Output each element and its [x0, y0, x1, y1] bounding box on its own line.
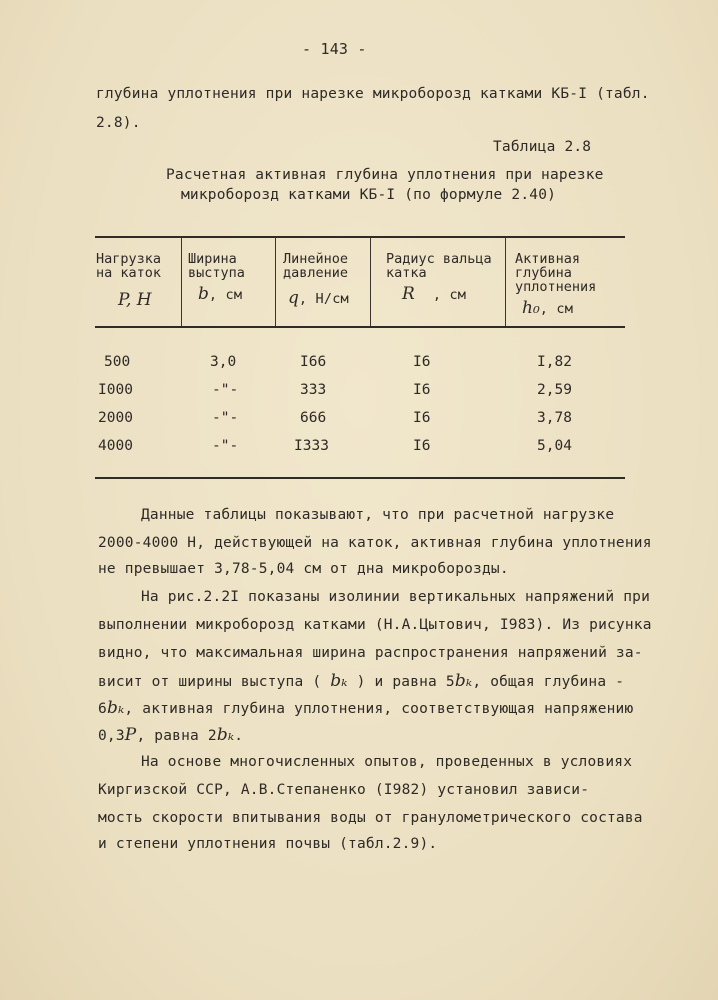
header-radius: [386, 252, 492, 280]
header-load: [96, 252, 161, 280]
header-load-line-2: на каток: [96, 265, 162, 281]
header-pressure-unit: , Н/см: [298, 291, 349, 307]
cell-r2-c3: I6: [413, 410, 431, 426]
col-divider-4: [505, 237, 506, 326]
cell-r0-c1: 3,0: [210, 354, 237, 370]
p2-bk-symbol-1: bₖ: [330, 671, 348, 691]
header-pressure-symbol-group: [288, 288, 349, 308]
header-depth-line-2: глубина: [515, 265, 572, 281]
cell-r3-c2: I333: [294, 438, 329, 454]
p2-line-5: [98, 698, 633, 718]
col-divider-2: [275, 237, 276, 326]
header-width: [188, 252, 245, 280]
col-divider-1: [181, 237, 182, 326]
header-depth-symbol: h₀: [522, 298, 540, 318]
cell-r1-c2: 333: [300, 382, 327, 398]
p3-line-2: Киргизской ССР, А.В.Степаненко (I982) установил зависи-: [98, 782, 590, 798]
header-width-line-1: Ширина: [188, 251, 237, 267]
p2-line-5-a: 6: [98, 701, 107, 717]
cell-r1-c3: I6: [413, 382, 431, 398]
cell-r3-c4: 5,04: [537, 438, 572, 454]
p2-line-2: выполнении микроборозд катками (Н.А.Цытович, I983). Из рисунка: [98, 617, 652, 633]
header-radius-symbol: R: [402, 284, 415, 304]
header-depth: [515, 252, 596, 294]
p2-line-4-a: висит от ширины выступа (: [98, 674, 322, 690]
header-depth-unit: , см: [539, 301, 574, 317]
table-title-line-2: микроборозд катками КБ-I (по формуле 2.40): [181, 187, 557, 203]
cell-r1-c4: 2,59: [537, 382, 572, 398]
intro-line-2: 2.8).: [96, 115, 141, 131]
table-bottom-rule: [95, 477, 625, 479]
cell-r1-c1: -"-: [212, 382, 239, 398]
table-label: Таблица 2.8: [493, 139, 592, 155]
p3-line-3: мость скорости впитывания воды от гранулометрического состава: [98, 810, 643, 826]
header-radius-line-2: катка: [386, 265, 427, 281]
header-radius-unit: , см: [432, 287, 467, 303]
p3-line-4: и степени уплотнения почвы (табл.2.9).: [98, 836, 438, 852]
p2-line-4-b: ) и равна 5: [356, 674, 455, 690]
header-depth-symbol-group: [522, 298, 573, 318]
p1-line-2: 2000-4000 Н, действующей на каток, активная глубина уплотнения: [98, 535, 652, 551]
cell-r2-c0: 2000: [98, 410, 133, 426]
table-top-rule: [95, 236, 625, 238]
cell-r3-c0: 4000: [98, 438, 133, 454]
cell-r0-c0: 500: [104, 354, 131, 370]
cell-r2-c4: 3,78: [537, 410, 572, 426]
cell-r0-c3: I6: [413, 354, 431, 370]
header-pressure-line-1: Линейное: [283, 251, 349, 267]
p2-bk-symbol-4: bₖ: [216, 725, 235, 745]
page-number: - 143 -: [302, 40, 367, 58]
header-width-unit: , см: [208, 287, 243, 303]
p1-line-3: не превышает 3,78-5,04 см от дна микроборозды.: [98, 561, 509, 577]
cell-r2-c1: -"-: [212, 410, 239, 426]
p2-line-4-c: , общая глубина -: [472, 674, 625, 690]
p2-line-1: На рис.2.2I показаны изолинии вертикальных напряжений при: [141, 589, 650, 605]
p2-p-symbol: P: [124, 725, 137, 745]
header-load-symbol: P, H: [118, 290, 152, 310]
cell-r2-c2: 666: [300, 410, 327, 426]
header-radius-symbol-group: [402, 284, 466, 304]
header-depth-line-1: Активная: [515, 251, 581, 267]
cell-r0-c4: I,82: [537, 354, 572, 370]
header-load-line-1: Нагрузка: [96, 251, 162, 267]
header-width-symbol-group: [198, 284, 242, 304]
p1-line-1: Данные таблицы показывают, что при расчетной нагрузке: [141, 507, 615, 523]
header-pressure: [283, 252, 348, 280]
intro-line-1: глубина уплотнения при нарезке микроборозд катками КБ-I (табл.: [96, 86, 650, 102]
header-depth-line-3: уплотнения: [515, 279, 597, 295]
header-pressure-symbol: q: [288, 288, 299, 308]
cell-r3-c1: -"-: [212, 438, 239, 454]
p2-line-6-b: , равна 2: [136, 728, 217, 744]
header-width-symbol: b: [198, 284, 209, 304]
p2-bk-symbol-2: bₖ: [454, 671, 473, 691]
table-title-line-1: Расчетная активная глубина уплотнения при нарезке: [166, 167, 604, 183]
header-pressure-line-2: давление: [283, 265, 349, 281]
p3-line-1: На основе многочисленных опытов, проведенных в условиях: [141, 754, 633, 770]
p2-line-6: [98, 725, 243, 745]
cell-r1-c0: I000: [98, 382, 133, 398]
cell-r3-c3: I6: [413, 438, 431, 454]
p2-line-6-c: .: [234, 728, 244, 744]
table-header-rule: [95, 326, 625, 328]
col-divider-3: [370, 237, 371, 326]
header-radius-line-1: Радиус вальца: [386, 251, 492, 267]
p2-line-6-a: 0,3: [98, 728, 125, 744]
p2-line-3: видно, что максимальная ширина распространения напряжений за-: [98, 645, 643, 661]
p2-line-4: [98, 671, 624, 691]
header-width-line-2: выступа: [188, 265, 245, 281]
p2-line-5-b: , активная глубина уплотнения, соответствующая напряжению: [124, 701, 634, 717]
cell-r0-c2: I66: [300, 354, 327, 370]
p2-bk-symbol-3: bₖ: [106, 698, 125, 718]
